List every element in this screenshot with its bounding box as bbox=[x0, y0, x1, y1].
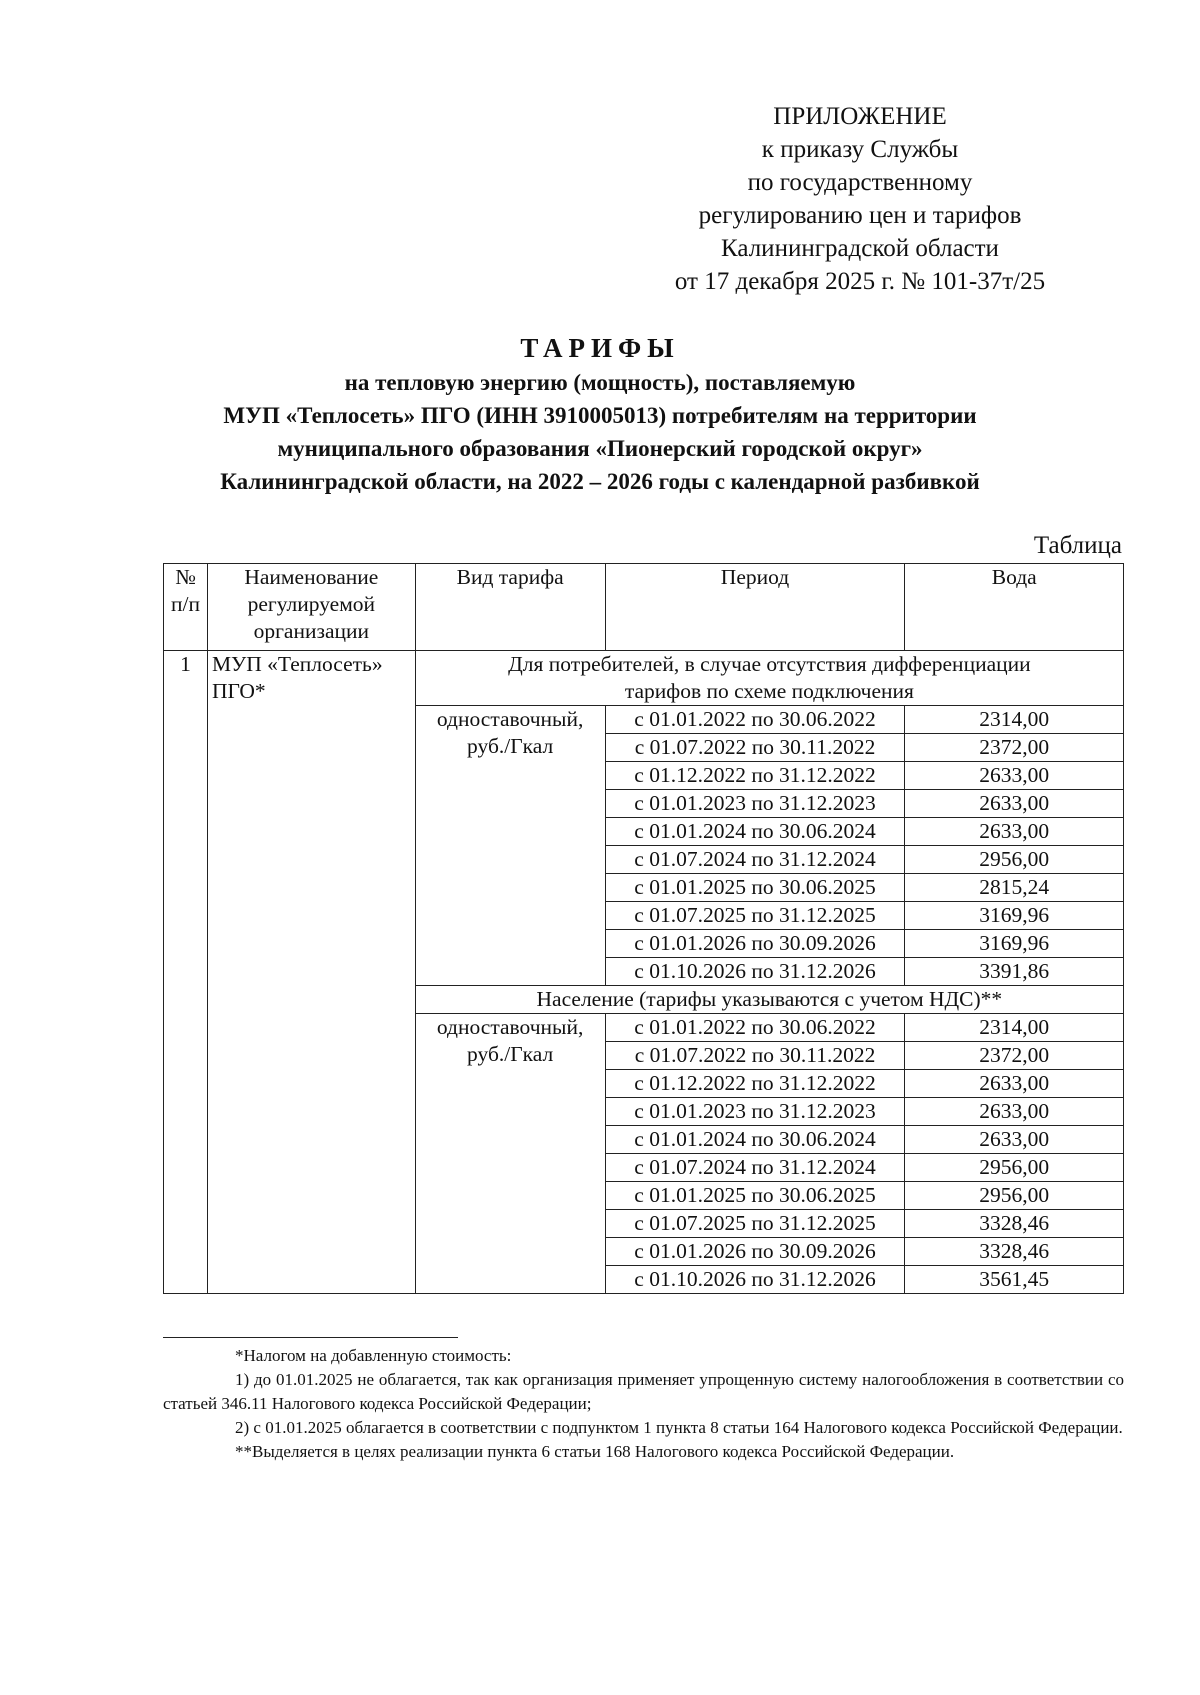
value-cell: 3391,86 bbox=[905, 958, 1124, 986]
tariff-type: одноставочный, руб./Гкал bbox=[415, 1014, 605, 1294]
period-cell: с 01.01.2023 по 31.12.2023 bbox=[605, 790, 905, 818]
footnote-divider bbox=[163, 1337, 458, 1338]
footnote: *Налогом на добавленную стоимость: bbox=[235, 1346, 512, 1365]
header-num: № п/п bbox=[164, 564, 208, 651]
value-cell: 2956,00 bbox=[905, 846, 1124, 874]
period-cell: с 01.07.2022 по 30.11.2022 bbox=[605, 734, 905, 762]
value-cell: 3328,46 bbox=[905, 1238, 1124, 1266]
title-main: ТАРИФЫ bbox=[520, 333, 680, 363]
table-body bbox=[164, 651, 1124, 1294]
header-type: Вид тарифа bbox=[415, 564, 605, 651]
document-title bbox=[150, 330, 1050, 498]
period-cell: с 01.01.2022 по 30.06.2022 bbox=[605, 1014, 905, 1042]
title-line: Калининградской области, на 2022 – 2026 годы с календарной разбивкой bbox=[220, 469, 980, 494]
period-cell: с 01.12.2022 по 31.12.2022 bbox=[605, 1070, 905, 1098]
table-header-row bbox=[164, 564, 1124, 651]
period-cell: с 01.07.2024 по 31.12.2024 bbox=[605, 1154, 905, 1182]
value-cell: 3561,45 bbox=[905, 1266, 1124, 1294]
appendix-line: Калининградской области bbox=[721, 235, 999, 262]
section-title: Для потребителей, в случае отсутствия дифференциации тарифов по схеме подключения bbox=[415, 651, 1123, 706]
row-number: 1 bbox=[164, 651, 208, 1294]
value-cell: 3169,96 bbox=[905, 930, 1124, 958]
period-cell: с 01.10.2026 по 31.12.2026 bbox=[605, 1266, 905, 1294]
header-value: Вода bbox=[905, 564, 1124, 651]
value-cell: 2372,00 bbox=[905, 1042, 1124, 1070]
appendix-line: ПРИЛОЖЕНИЕ bbox=[773, 103, 947, 130]
value-cell: 2633,00 bbox=[905, 1098, 1124, 1126]
title-line: на тепловую энергию (мощность), поставляемую bbox=[344, 370, 856, 395]
appendix-line: по государственному bbox=[747, 169, 973, 196]
period-cell: с 01.07.2024 по 31.12.2024 bbox=[605, 846, 905, 874]
header-org: Наименование регулируемой организации bbox=[207, 564, 415, 651]
period-cell: с 01.07.2025 по 31.12.2025 bbox=[605, 1210, 905, 1238]
value-cell: 2956,00 bbox=[905, 1182, 1124, 1210]
value-cell: 2815,24 bbox=[905, 874, 1124, 902]
tariff-table bbox=[163, 563, 1124, 1294]
period-cell: с 01.01.2026 по 30.09.2026 bbox=[605, 1238, 905, 1266]
period-cell: с 01.01.2025 по 30.06.2025 bbox=[605, 874, 905, 902]
period-cell: с 01.10.2026 по 31.12.2026 bbox=[605, 958, 905, 986]
value-cell: 2633,00 bbox=[905, 1126, 1124, 1154]
footnote: 2) с 01.01.2025 облагается в соответствии с подпунктом 1 пункта 8 статьи 164 Налогового кодекса Российской Федерации. bbox=[235, 1418, 1123, 1437]
value-cell: 2633,00 bbox=[905, 762, 1124, 790]
period-cell: с 01.01.2022 по 30.06.2022 bbox=[605, 706, 905, 734]
value-cell: 2633,00 bbox=[905, 790, 1124, 818]
footnote: **Выделяется в целях реализации пункта 6 статьи 168 Налогового кодекса Российской Федерации. bbox=[235, 1442, 955, 1461]
footnotes bbox=[163, 1337, 1124, 1464]
period-cell: с 01.07.2022 по 30.11.2022 bbox=[605, 1042, 905, 1070]
value-cell: 3169,96 bbox=[905, 902, 1124, 930]
period-cell: с 01.01.2024 по 30.06.2024 bbox=[605, 1126, 905, 1154]
section-title: Население (тарифы указываются с учетом НДС)** bbox=[415, 986, 1123, 1014]
value-cell: 2372,00 bbox=[905, 734, 1124, 762]
organization-name: МУП «Теплосеть» ПГО* bbox=[207, 651, 415, 1294]
period-cell: с 01.12.2022 по 31.12.2022 bbox=[605, 762, 905, 790]
title-line: муниципального образования «Пионерский городской округ» bbox=[277, 436, 923, 461]
value-cell: 2633,00 bbox=[905, 1070, 1124, 1098]
period-cell: с 01.01.2025 по 30.06.2025 bbox=[605, 1182, 905, 1210]
header-period: Период bbox=[605, 564, 905, 651]
title-line: МУП «Теплосеть» ПГО (ИНН 3910005013) потребителям на территории bbox=[223, 403, 977, 428]
section-row bbox=[164, 651, 1124, 706]
period-cell: с 01.07.2025 по 31.12.2025 bbox=[605, 902, 905, 930]
value-cell: 2314,00 bbox=[905, 706, 1124, 734]
appendix-line: регулированию цен и тарифов bbox=[698, 202, 1022, 229]
period-cell: с 01.01.2026 по 30.09.2026 bbox=[605, 930, 905, 958]
table-caption: Таблица bbox=[1033, 532, 1122, 559]
period-cell: с 01.01.2023 по 31.12.2023 bbox=[605, 1098, 905, 1126]
appendix-header bbox=[620, 100, 1100, 298]
tariff-type: одноставочный, руб./Гкал bbox=[415, 706, 605, 986]
period-cell: с 01.01.2024 по 30.06.2024 bbox=[605, 818, 905, 846]
value-cell: 2956,00 bbox=[905, 1154, 1124, 1182]
footnote: 1) до 01.01.2025 не облагается, так как организация применяет упрощенную систему налогообложения в соответствии со статьей 346.11 Налогового кодекса Российской Федерации; bbox=[163, 1370, 1124, 1413]
value-cell: 2314,00 bbox=[905, 1014, 1124, 1042]
value-cell: 2633,00 bbox=[905, 818, 1124, 846]
appendix-line: от 17 декабря 2025 г. № 101-37т/25 bbox=[674, 268, 1046, 295]
value-cell: 3328,46 bbox=[905, 1210, 1124, 1238]
appendix-line: к приказу Службы bbox=[761, 136, 959, 163]
